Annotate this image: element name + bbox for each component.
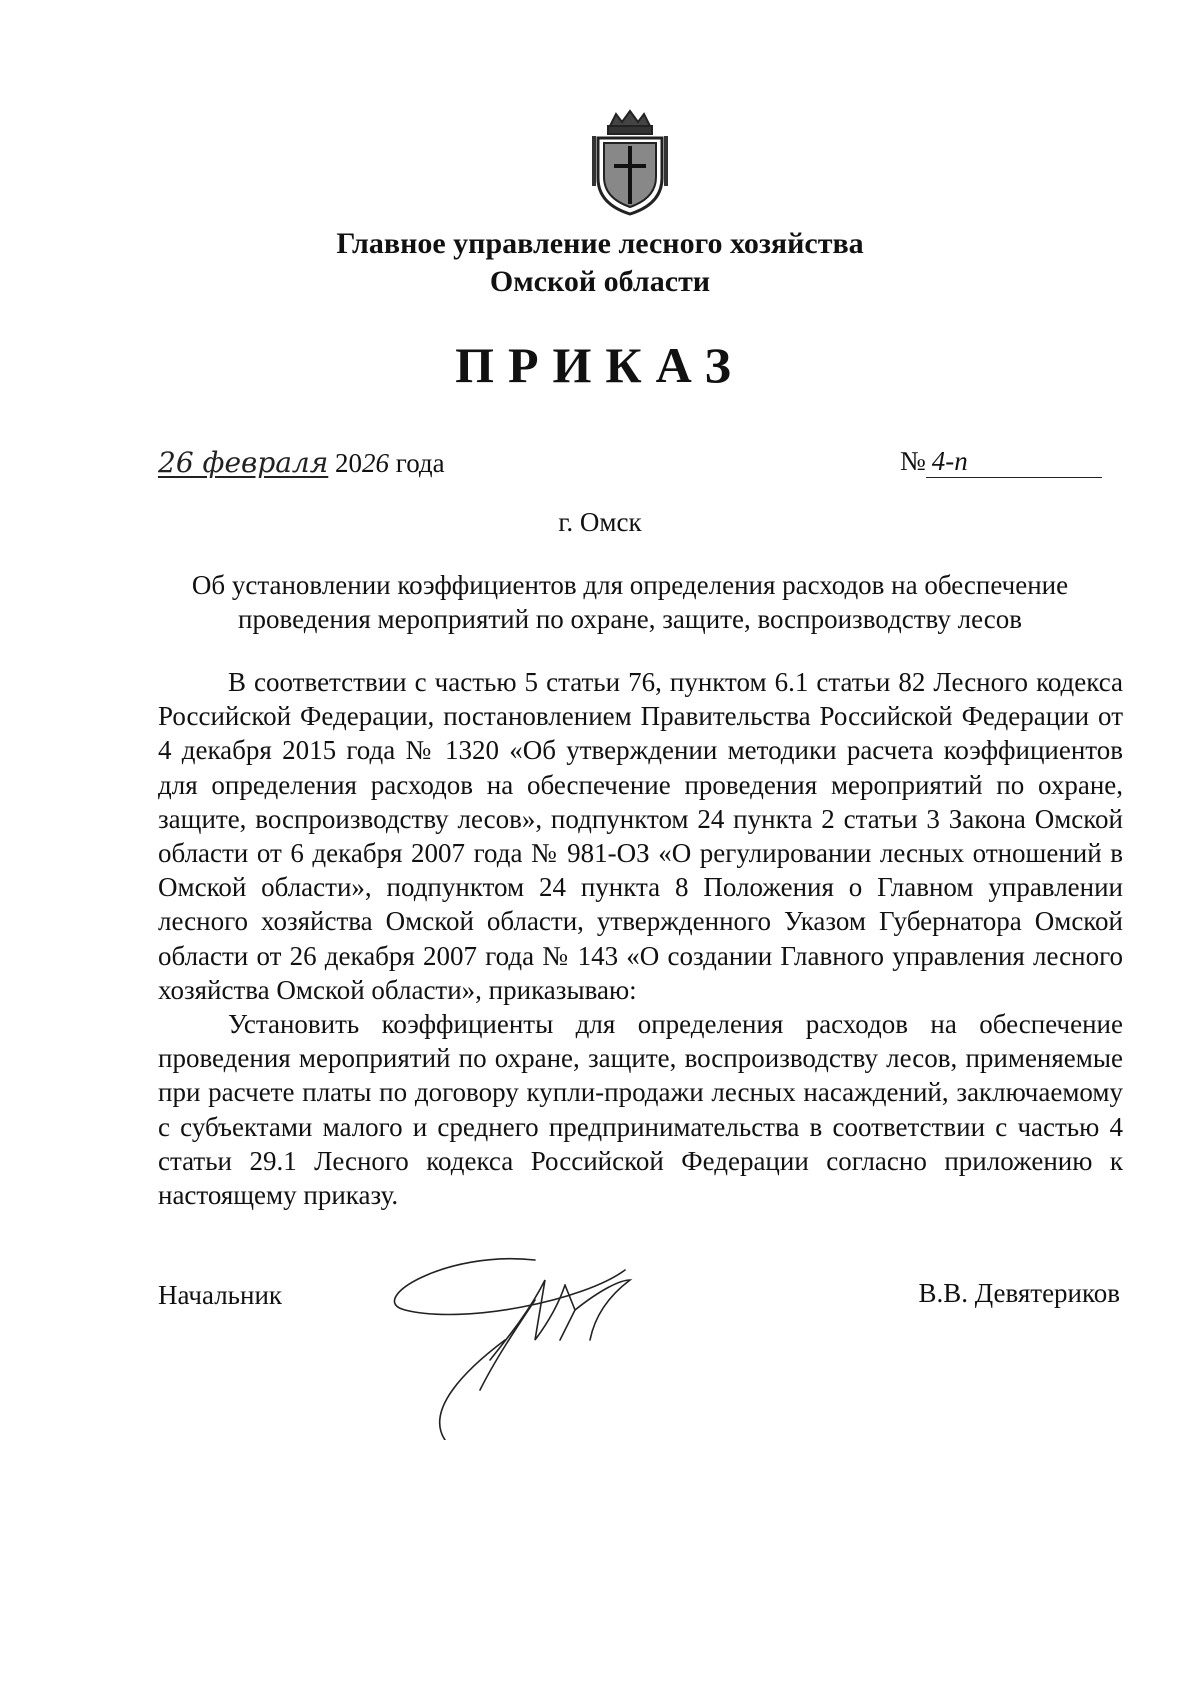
organization-name-line1: Главное управление лесного хозяйства [336, 227, 864, 260]
city: г. Омск [558, 507, 642, 537]
signature-icon [385, 1240, 685, 1440]
document-subject [150, 568, 1110, 636]
signer-title: Начальник [158, 1280, 283, 1310]
organization-name-line2: Омской области [489, 265, 711, 298]
handwritten-year-suffix: 26 [362, 448, 390, 478]
omsk-coat-of-arms-icon [590, 108, 670, 218]
subject-line1: Об установлении коэффициентов для определения расходов на обеспечение [191, 570, 1069, 600]
handwritten-date: 26 февраля [158, 446, 329, 479]
subject-line2: проведения мероприятий по охране, защите, воспроизводству лесов [238, 604, 1022, 634]
signer-name: В.В. Девятериков [918, 1278, 1120, 1308]
document-body [158, 665, 1123, 1212]
number-sign: № [900, 446, 926, 476]
body-paragraph: В соответствии с частью 5 статьи 76, пунктом 6.1 статьи 82 Лесного кодекса Российской Федерации, постановлением Правительства Российской Федерации от 4 декабря 2015 года № 1320 «Об утверждении методики расчета коэффициентов для определения расходов на обеспечение проведения мероприятий по охране, защите, воспроизводству лесов», подпунктом 24 пункта 2 статьи 3 Закона Омской области от 6 декабря 2007 года № 981-ОЗ «О регулировании лесных отношений в Омской области», подпунктом 24 пункта 8 Положения о Главном управлении лесного хозяйства Омской области, утвержденного Указом Губернатора Омской области от 26 декабря 2007 года № 143 «О создании Главного управления лесного хозяйства Омской области», приказываю: [158, 667, 1123, 1005]
date-suffix: года [395, 448, 445, 478]
handwritten-number: 4-п [926, 446, 1102, 478]
date-year-prefix: 20 [335, 448, 363, 478]
document-title: ПРИКАЗ [455, 337, 745, 393]
document-date [158, 446, 445, 486]
body-paragraph: Установить коэффициенты для определения расходов на обеспечение проведения мероприятий по охране, защите, воспроизводству лесов, применяемые при расчете платы по договору купли-продажи лесных насаждений, заключаемому с субъектами малого и среднего предпринимательства в соответствии с частью 4 статьи 29.1 Лесного кодекса Российской Федерации согласно приложению к настоящему приказу. [158, 1009, 1123, 1211]
document-number [900, 446, 1102, 478]
